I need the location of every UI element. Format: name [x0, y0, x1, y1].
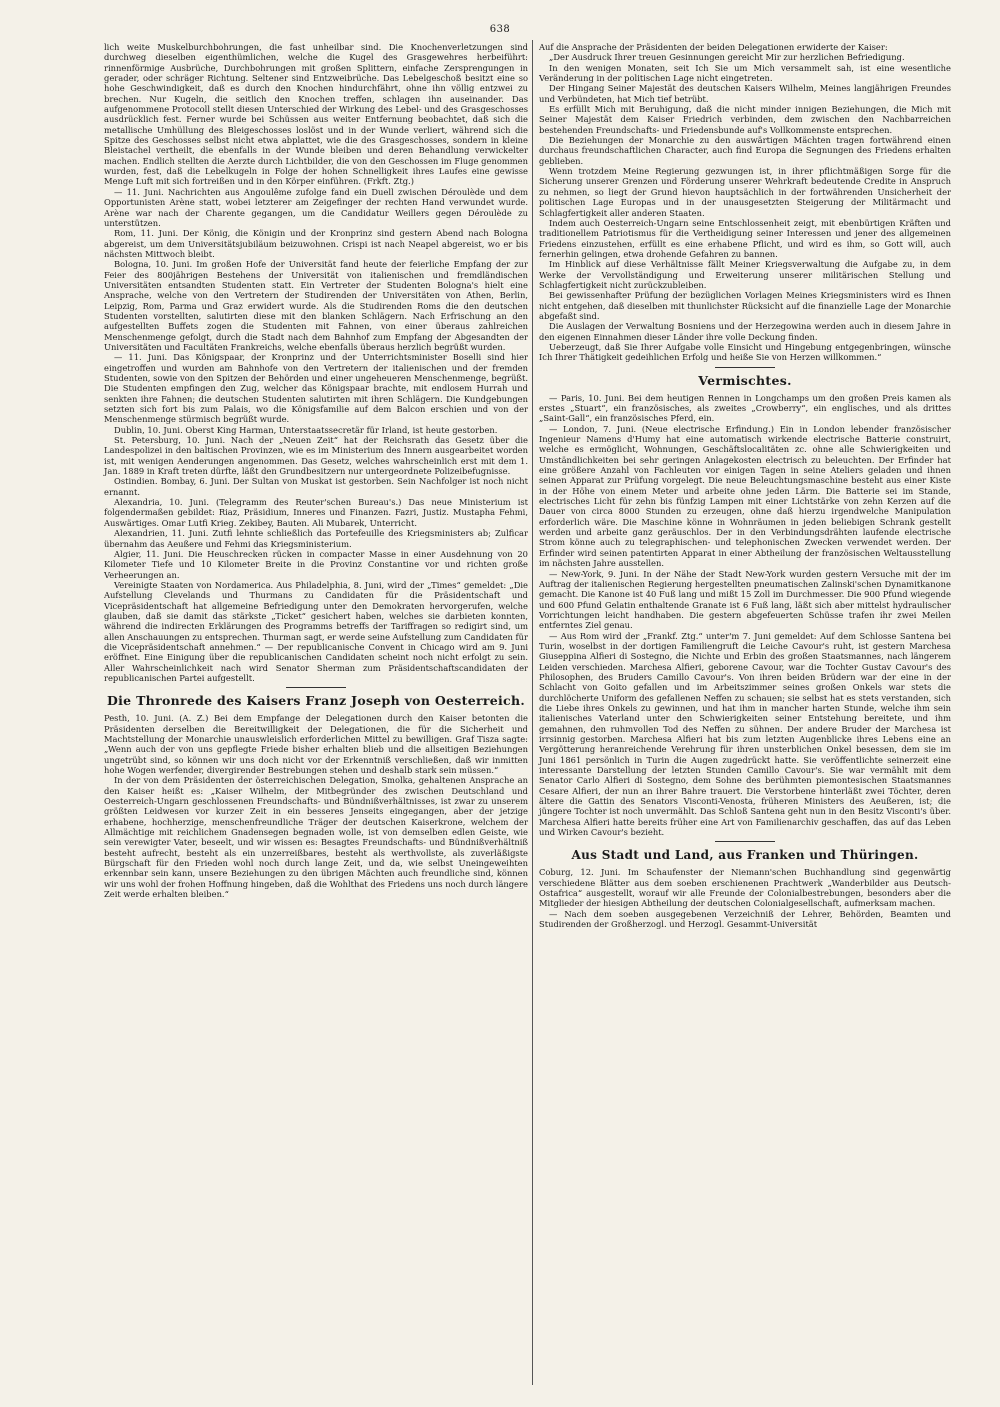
article-paragraph: St. Petersburg, 10. Juni. Nach der „Neuen Zeit“ hat der Reichsrath das Gesetz über die Landespolizei in den baltischen Provinzen, wie es im Ministerium des Innern ausgearbeitet worden ist, mit wenigen Aenderungen angenommen. Das Gesetz, welches wahrscheinlich erst mit dem 1. Jan. 1889 in Kraft treten dürfte, läßt den Grundbesitzern nur untergeordnete Polizeibefugnisse.	[104, 435, 528, 477]
article-paragraph: Bei gewissenhafter Prüfung der bezüglichen Vorlagen Meines Kriegsministers wird es Ihnen nicht entgehen, daß dieselben mit thunlichster Rücksicht auf die finanzielle Lage der Monarchie abgefaßt sind.	[539, 290, 951, 321]
article-paragraph: Alexandria, 10. Juni. (Telegramm des Reuter'schen Bureau's.) Das neue Ministerium ist folgendermaßen gebildet: Riaz, Präsidium, Inneres und Finanzen. Fazri, Justiz. Mustapha Fehmi, Auswärtiges. Omar Lutfi Krieg. Zekibey, Bauten. Ali Mubarek, Unterricht.	[104, 497, 528, 528]
article-paragraph: Coburg, 12. Juni. Im Schaufenster der Niemann'schen Buchhandlung sind gegenwärtig verschiedene Blätter aus dem soeben erschienenen Prachtwerk „Wanderbilder aus Deutsch-Ostafrica“ ausgestellt, worauf wir alle Freunde der Colonialbestrebungen, besonders aber die Mitglieder der hiesigen Abtheilung der deutschen Colonialgesellschaft, aufmerksam machen.	[539, 867, 951, 909]
article-paragraph: Im Hinblick auf diese Verhältnisse fällt Meiner Kriegsverwaltung die Aufgabe zu, in dem Werke der Vervollständigung und Erweiterung unserer militärischen Stellung und Schlagfertigkeit nicht zurückzubleiben.	[539, 259, 951, 290]
article-paragraph: „Der Ausdruck Ihrer treuen Gesinnungen gereicht Mir zur herzlichen Befriedigung.	[549, 52, 905, 63]
article-paragraph: — Paris, 10. Juni. Bei dem heutigen Rennen in Longchamps um den großen Preis kamen als erstes „Stuart“, ein französisches, als zweites „Crowberry“, ein englisches, und als drittes „Saint-Gall“, ein französisches Pferd, ein.	[539, 392, 951, 424]
article-paragraph: Bologna, 10. Juni. Im großen Hofe der Universität fand heute der feierliche Empfang der zur Feier des 800jährigen Bestehens der Universität von italienischen und fremdländischen Universitäten entsandten Studenten statt. Ein Vertreter der Studenten Bologna's hielt eine Ansprache, welche von den Vertretern der Studirenden der Universitäten von Athen, Berlin, Leipzig, Rom, Parma und Graz erwidert wurde. Als die Studirenden Roms die den deutschen Studenten vorstellten, salutirten diese mit den blanken Schlägern. Nach Erfrischung an den aufgestellten Buffets zogen die Studenten mit Fahnen, von einer überaus zahlreichen Menschenmenge gefolgt, durch die Stadt nach dem Bahnhof zum Empfang der Abgesandten der Universitäten und Facultäten Frankreichs, welche ebenfalls überaus herzlich begrüßt wurden.	[104, 259, 528, 352]
section-heading-thronrede: Die Thronrede des Kaisers Franz Joseph von Oesterreich.	[106, 693, 525, 709]
article-paragraph: Die Beziehungen der Monarchie zu den auswärtigen Mächten tragen fortwährend einen durchaus freundschaftlichen Character, auch find Europa die Segnungen des Friedens erhalten geblieben.	[539, 135, 951, 166]
article-paragraph: Algier, 11. Juni. Die Heuschrecken rücken in compacter Masse in einer Ausdehnung von 20 Kilometer Tiefe und 10 Kilometer Breite in die Provinz Constantine vor und richten große Verheerungen an.	[104, 548, 528, 580]
article-paragraph: In den wenigen Monaten, seit Ich Sie um Mich versammelt sah, ist eine wesentliche Veränderung in der politischen Lage nicht eingetreten.	[539, 62, 951, 84]
article-paragraph: Der Hingang Seiner Majestät des deutschen Kaisers Wilhelm, Meines langjährigen Freundes und Verbündeten, hat Mich tief betrübt.	[539, 83, 951, 104]
article-paragraph: — Nach dem soeben ausgegebenen Verzeichniß der Lehrer, Behörden, Beamten und Studirenden der Großherzogl. und Herzogl. Gesammt-Universität	[539, 908, 951, 930]
article-paragraph: Rom, 11. Juni. Der König, die Königin und der Kronprinz sind gestern Abend nach Bologna abgereist, um dem Universitätsjubiläum beizuwohnen. Crispi ist nach Neapel abgereist, wo er bis nächsten Mittwoch bleibt.	[104, 228, 528, 259]
section-heading-stadt-und-land: Aus Stadt und Land, aus Franken und Thüringen.	[571, 848, 919, 863]
section-rule	[286, 687, 346, 688]
article-paragraph: — 11. Juni. Nachrichten aus Angoulême zufolge fand ein Duell zwischen Déroulède und dem Opportunisten Arène statt, wobei letzterer am Zeigefinger der rechten Hand verwundet wurde. Arène war nach der Charente gegangen, um die Candidatur Weillers gegen Déroulède zu unterstützen.	[104, 186, 528, 228]
article-paragraph: Indem auch Oesterreich-Ungarn seine Entschlossenheit zeigt, mit ebenbürtigen Kräften und traditionellem Patriotismus für die Vertheidigung seiner Interessen und jener des allgemeinen Friedens einzustehen, erfüllt es eine erhabene Pflicht, und wird es ihm, so Gott will, auch fernerhin gelingen, etwa drohende Gefahren zu bannen.	[539, 217, 951, 259]
article-paragraph: Alexandrien, 11. Juni. Zutfi lehnte schließlich das Portefeuille des Kriegsministers ab; Zulficar übernahm das Aeußere und Fehmi das Kriegsministerium.	[104, 528, 528, 549]
left-column	[104, 42, 528, 900]
article-paragraph: Ueberzeugt, daß Sie Ihrer Aufgabe volle Einsicht und Hingebung entgegenbringen, wünsche Ich Ihrer Thätigkeit gedeihlichen Erfolg und heiße Sie von Herzen willkommen.“	[539, 341, 951, 363]
article-paragraph: — 11. Juni. Das Königspaar, der Kronprinz und der Unterrichtsminister Boselli sind hier eingetroffen und wurden am Bahnhofe von den Vertretern der italienischen und der fremden Studenten, sowie von den Spitzen der Behörden und einer ungeheueren Menschenmenge, begrüßt. Die Studenten empfingen den Zug, welcher das Königspaar brachte, mit endlosem Hurrah und senkten ihre Fahnen; die deutschen Studenten salutirten mit ihren Schlägern. Die Kundgebungen setzten sich fort bis zum Palais, wo die Königsfamilie auf dem Balcon erschien und von der Menschenmenge stürmisch begrüßt wurde.	[104, 352, 528, 425]
article-paragraph: Pesth, 10. Juni. (A. Z.) Bei dem Empfange der Delegationen durch den Kaiser betonten die Präsidenten derselben die Bereitwilligkeit der Delegationen, die für die Sicherheit und Machtstellung der Monarchie unauswleislich erforderlichen Mittel zu bewilligen. Graf Tisza sagte: „Wenn auch der von uns gepflegte Friede bisher erhalten blieb und die allseitigen Beziehungen ungetrübt sind, so können wir uns doch nicht vor der Erkenntniß verschließen, daß wir inmitten hohe Wogen werfender, divergirender Bestrebungen stehen und deshalb stark sein müssen.“	[104, 713, 528, 776]
article-paragraph: Die Auslagen der Verwaltung Bosniens und der Herzegowina werden auch in diesem Jahre in den eigenen Einnahmen dieser Länder ihre volle Deckung finden.	[539, 321, 951, 342]
article-paragraph: — New-York, 9. Juni. In der Nähe der Stadt New-York wurden gestern Versuche mit der im Auftrag der italienischen Regierung hergestellten pneumatischen Zalinski'schen Dynamitkanone gemacht. Die Kanone ist 40 Fuß lang und mißt 15 Zoll im Durchmesser. Die 900 Pfund wiegende und 600 Pfund Gelatin enthaltende Granate ist 6 Fuß lang, läßt sich aber mittelst hydraulischer Vorrichtungen leicht handhaben. Die gestern abgefeuerten Schüsse trafen ihr zwei Meilen entferntes Ziel genau.	[539, 568, 951, 631]
article-paragraph: Ostindien. Bombay, 6. Juni. Der Sultan von Muskat ist gestorben. Sein Nachfolger ist noch nicht ernannt.	[104, 476, 528, 497]
section-rule	[715, 841, 775, 842]
article-paragraph: In der von dem Präsidenten der österreichischen Delegation, Smolka, gehaltenen Ansprache an den Kaiser heißt es: „Kaiser Wilhelm, der Mitbegründer des zwischen Deutschland und Oesterreich-Ungarn geschlossenen Freundschafts- und Bündnißverhältnisses, ist zwar zu unserem größten Leidwesen vor kurzer Zeit in ein besseres Jenseits eingegangen, aber der jetzige erhabene, hochherzige, menschenfreundliche Träger der deutschen Kaiserkrone, welchem der Allmächtige mit reichlichem Gnadensegen begnaden wolle, ist von demselben edlen Geiste, wie sein verewigter Vater, beseelt, und wir wissen es: Besagtes Freundschafts- und Bündnißverhältniß besteht aufrecht, besteht als ein unzerreißbares, besteht als werthvollste, als zuverläßigste Bürgschaft für den Frieden wohl noch durch lange Zeit, und da, wie selbst Uneingeweihten erkennbar sein kann, unsere Beziehungen zu den übrigen Mächten auch freundliche sind, können wir uns wohl der frohen Hoffnung hingeben, daß die Wohlthat des Friedens uns noch durch längere Zeit werde erhalten bleiben.“	[104, 775, 528, 900]
column-divider	[532, 40, 533, 1385]
article-paragraph: Vereinigte Staaten von Nordamerica. Aus Philadelphia, 8. Juni, wird der „Times“ gemeldet: „Die Aufstellung Clevelands und Thurmans zu Candidaten für die Präsidentschaft und Vicepräsidentschaft hat allgemeine Befriedigung unter den Demokraten hervorgerufen, welche glauben, daß sie damit das stärkste „Ticket“ gesichert haben, welches sie darbieten konnten, während die indirecten Erklärungen des Programms betreffs der Tariffragen so redigirt sind, um allen Anschauungen zu entsprechen. Thurman sagt, er werde seine Aufstellung zum Candidaten für die Vicepräsidentschaft annehmen.“ — Der republicanische Convent in Chicago wird am 9. Juni eröffnet. Eine Einigung über die republicanischen Candidaten scheint noch nicht erfolgt zu sein. Aller Wahrscheinlichkeit nach wird Senator Sherman zum Präsidentschaftscandidaten der republicanischen Partei aufgestellt.	[104, 579, 528, 683]
page-number: 638	[489, 24, 511, 35]
article-paragraph: lich weite Muskelburchbohrungen, die fast unheilbar sind. Die Knochenverletzungen sind durchweg dieselben eigenthümlichen, welche die Kugel des Grasgewehres herbeiführt: rinnenförmige Ausbrüche, Durchbohrungen mit großen Splittern, einfache Zersprengungen in gerader, oder schräger Richtung. Seltener sind Entzweibrüche. Das Lebelgeschoß besitzt eine so hohe Geschwindigkeit, daß es durch den Knochen hindurchfährt, ohne ihn völlig entzwei zu brechen. Nur Kugeln, die seitlich den Knochen treffen, schlagen ihn auseinander. Das aufgenommene Protocoll stellt diesen Unterschied der Wirkung des Lebel- und des Grasgeschosses ausdrücklich fest. Ferner wurde bei Schüssen aus weiter Entfernung beobachtet, daß sich die metallische Umhüllung des Bleigeschosses loslöst und in der Wunde verliert, während sich die Spitze des Geschosses selbst nicht etwa abplattet, wie die des Grasgeschosses, sondern in kleine Bleistachel vertheilt, die ebenfalls in der Wunde bleiben und deren Behandlung verwickelter machen. Endlich stellten die Aerzte durch Lichtbilder, die von den Geschossen im Fluge genommen wurden, fest, daß die Lebelkugeln in Folge der hohen Schnelligkeit ihres Laufes eine gewisse Menge Luft mit sich fortreißen und in den Körper einführen. (Frkft. Ztg.)	[104, 42, 528, 187]
article-paragraph: — London, 7. Juni. (Neue electrische Erfindung.) Ein in London lebender französischer Ingenieur Namens d'Humy hat eine automatisch wirkende electrische Batterie construirt, welche es ermöglicht, Wohnungen, Geschäftslocalitäten zc. ohne alle Schwierigkeiten und Umständlichkeiten bei sehr geringen Anlagekosten electrisch zu beleuchten. Der Erfinder hat eine größere Anzahl von Fachleuten vor einigen Tagen in seine Ateliers geladen und ihnen seinen Apparat zur Prüfung vorgelegt. Die neue Beleuchtungsmaschine besteht aus einer Kiste in der Höhe von einem Meter und arbeite ohne jeden Lärm. Die Batterie sei im Stande, electrisches Licht für zehn bis fünfzig Lampen mit einer Lichtstärke von zehn Kerzen auf die Dauer von circa 8000 Stunden zu erzeugen, ohne daß hierzu irgendwelche Manipulation erforderlich wäre. Die Maschine könne in Wohnräumen in jeden beliebigen Schrank gestellt werden und arbeite ganz geräuschlos. Der in den Verbindungsdrähten laufende electrische Strom könne auch zu telegraphischen- und telephonischen Zwecken verwendet werden. Der Erfinder wird seinen patentirten Apparat in einer Abtheilung der französischen Weltausstellung im nächsten Jahre ausstellen.	[539, 423, 951, 569]
article-paragraph: Dublin, 10. Juni. Oberst King Harman, Unterstaatssecretär für Irland, ist heute gestorben.	[114, 424, 498, 435]
article-paragraph: Es erfüllt Mich mit Beruhigung, daß die nicht minder innigen Beziehungen, die Mich mit Seiner Majestät dem Kaiser Friedrich verbinden, dem zwischen den Nachbarreichen bestehenden Freundschafts- und Friedensbunde auf's Vollkommenste entsprechen.	[539, 104, 951, 135]
section-rule	[715, 367, 775, 368]
article-paragraph: — Aus Rom wird der „Frankf. Ztg.“ unter'm 7. Juni gemeldet: Auf dem Schlosse Santena bei Turin, woselbst in der dortigen Familiengruft die Leiche Cavour's ruht, ist gestern Marchesa Giuseppina Alfieri di Sostegno, die Nichte und Erbin des großen Staatsmannes, nach längerem Leiden verschieden. Marchesa Alfieri, geborene Cavour, war die Tochter Gustav Cavour's des Philosophen, des Bruders Camillo Cavour's. Von ihren beiden Brüdern war der eine in der Schlacht von Goito gefallen und im Arbeitszimmer seines großen Onkels war stets die durchlöcherte Uniform des gefallenen Neffen zu schauen; sie selbst hat es stets verstanden, sich die Liebe ihres Onkels zu gewinnen, und hat ihm in mancher harten Stunde, welche ihm sein italienisches Vaterland unter den Schwierigkeiten seiner Entstehung bereitete, und ihm gemahnen, den ruhmvollen Tod des Neffen zu sühnen. Der andere Bruder der Marchesa ist irrsinnig gestorben. Marchesa Alfieri hat bis zum letzten Augenblicke ihres Lebens eine an Vergötterung heranreichende Verehrung für ihren unsterblichen Onkel besessen, dem sie im Juni 1861 persönlich in Turin die Augen zugedrückt hatte. Sie veröffentlichte seinerzeit eine interessante Darstellung der letzten Stunden Camillo Cavour's. Sie war vermählt mit dem Senator Carlo Alfieri di Sostegno, dem Sohne des berühmten piemontesischen Staatsmannes Cesare Alfieri, der nun an ihrer Bahre trauert. Die Verstorbene hinterläßt zwei Töchter, deren ältere die Gattin des Senators Visconti-Venosta, früheren Ministers des Aeußeren, ist; die jüngere Tochter ist noch unvermählt. Das Schloß Santena geht nun in den Besitz Visconti's über. Marchesa Alfieri hatte bereits früher eine Art von Familienarchiv geschaffen, das auf das Leben und Wirken Cavour's bezieht.	[539, 630, 951, 838]
right-column	[539, 42, 951, 930]
article-paragraph: Wenn trotzdem Meine Regierung gezwungen ist, in ihrer pflichtmäßigen Sorge für die Sicherung unserer Grenzen und Förderung unserer Wehrkraft bedeutende Credite in Anspruch zu nehmen, so liegt der Grund hievon hauptsächlich in der fortwährenden Unsicherheit der politischen Lage Europas und in der unausgesetzten Steigerung der Militärmacht und Schlagfertigkeit aller anderen Staaten.	[539, 166, 951, 218]
article-paragraph: Auf die Ansprache der Präsidenten der beiden Delegationen erwiderte der Kaiser:	[539, 42, 888, 52]
section-heading-vermischtes: Vermischtes.	[698, 372, 792, 388]
